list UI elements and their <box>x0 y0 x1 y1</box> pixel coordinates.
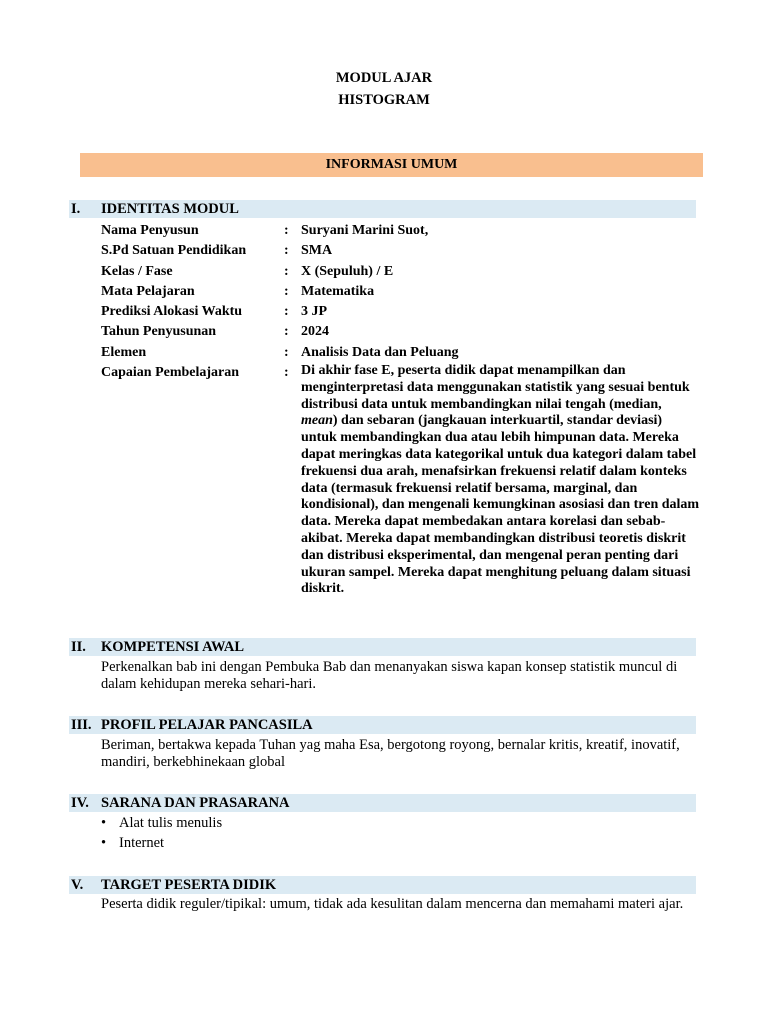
identitas-colon: : <box>284 304 289 320</box>
target-peserta-text: Peserta didik reguler/tipikal: umum, tidak ada kesulitan dalam mencerna dan memahami materi ajar. <box>101 896 684 912</box>
identitas-value: 3 JP <box>301 304 328 320</box>
capaian-text-part2: ) dan sebaran (jangkauan interkuartil, standar deviasi) untuk membandingkan dua atau lebih himpunan data. Mereka dapat meringkas data kategorikal untuk dua kategori dalam tabel frekuensi dua arah, menafsirkan frekuensi relatif dalam konteks data (termasuk frekuensi relatif bersama, marginal, dan kondisional), dan mengenali kemungkinan asosiasi dan tren dalam data. Mereka dapat membedakan antara korelasi dan sebab-akibat. Mereka dapat membandingkan distribusi teoretis diskrit dan distribusi eksperimental, dan mengenal peran penting dari ukuran sampel. Mereka dapat menghitung peluang dalam situasi diskrit. <box>301 413 700 597</box>
identitas-row <box>101 302 701 322</box>
section-heading-target <box>69 876 696 894</box>
section-title: KOMPETENSI AWAL <box>101 639 245 655</box>
section-heading-identitas <box>69 200 696 218</box>
sarana-list <box>101 813 701 853</box>
identitas-colon: : <box>284 344 289 360</box>
identitas-label: Elemen <box>101 344 147 360</box>
identitas-label: Tahun Penyusunan <box>101 324 217 340</box>
identitas-row <box>101 241 701 261</box>
identitas-value: Analisis Data dan Peluang <box>301 344 459 360</box>
identitas-value: Suryani Marini Suot, <box>301 223 429 238</box>
list-item-text: Internet <box>119 835 165 851</box>
section-title: IDENTITAS MODUL <box>101 201 239 217</box>
identitas-label: Capaian Pembelajaran <box>101 365 240 381</box>
identitas-label: Kelas / Fase <box>101 263 173 279</box>
section-heading-profil <box>69 716 696 734</box>
section-title: SARANA DAN PRASARANA <box>101 795 290 811</box>
bullet-icon: • <box>101 815 107 831</box>
section-heading-sarana <box>69 794 696 812</box>
document-subtitle: HISTOGRAM <box>338 92 430 108</box>
identitas-value: 2024 <box>301 324 329 340</box>
identitas-value: X (Sepuluh) / E <box>301 263 394 279</box>
document-title: MODUL AJAR <box>335 70 433 86</box>
identitas-colon: : <box>284 223 289 238</box>
kompetensi-awal-text: Perkenalkan bab ini dengan Pembuka Bab dan menanyakan siswa kapan konsep statistik muncul di dalam kehidupan mereka sehari-hari. <box>101 659 678 692</box>
list-item <box>101 833 701 853</box>
identitas-colon: : <box>284 243 289 259</box>
section-number: IV. <box>71 795 89 811</box>
identitas-label: Nama Penyusun <box>101 223 199 238</box>
section-number: II. <box>71 639 86 655</box>
section-number: III. <box>71 717 92 733</box>
identitas-row <box>101 322 701 342</box>
section-heading-kompetensi <box>69 638 696 656</box>
identitas-value: SMA <box>301 243 333 259</box>
identitas-table <box>101 221 701 383</box>
capaian-text-part1: Di akhir fase E, peserta didik dapat menampilkan dan menginterpretasi data menggunakan statistik yang sesuai bentuk distribusi data untuk membandingkan nilai tengah (median, <box>301 363 690 412</box>
identitas-row <box>101 282 701 302</box>
identitas-label: Mata Pelajaran <box>101 283 195 299</box>
section-number: I. <box>71 201 81 217</box>
identitas-colon: : <box>284 283 289 299</box>
identitas-colon: : <box>284 263 289 279</box>
identitas-value: Matematika <box>301 283 375 299</box>
bullet-icon: • <box>101 835 107 851</box>
section-title: TARGET PESERTA DIDIK <box>101 877 277 893</box>
profil-pancasila-text: Beriman, bertakwa kepada Tuhan yag maha Esa, bergotong royong, bernalar kritis, kreatif, inovatif, mandiri, berkebhinekaan global <box>101 737 680 770</box>
info-umum-bar: INFORMASI UMUM <box>80 153 703 177</box>
section-title: PROFIL PELAJAR PANCASILA <box>101 717 313 733</box>
identitas-row <box>101 262 701 282</box>
capaian-text-mean: mean <box>301 413 333 429</box>
section-number: V. <box>71 877 84 893</box>
identitas-label: S.Pd Satuan Pendidikan <box>101 243 247 259</box>
identitas-label: Prediksi Alokasi Waktu <box>101 304 243 320</box>
identitas-row <box>101 221 701 241</box>
identitas-colon: : <box>284 324 289 340</box>
identitas-colon: : <box>284 365 289 381</box>
identitas-row <box>101 343 701 363</box>
capaian-pembelajaran-text <box>301 363 701 598</box>
list-item-text: Alat tulis menulis <box>119 815 223 831</box>
list-item <box>101 813 701 833</box>
